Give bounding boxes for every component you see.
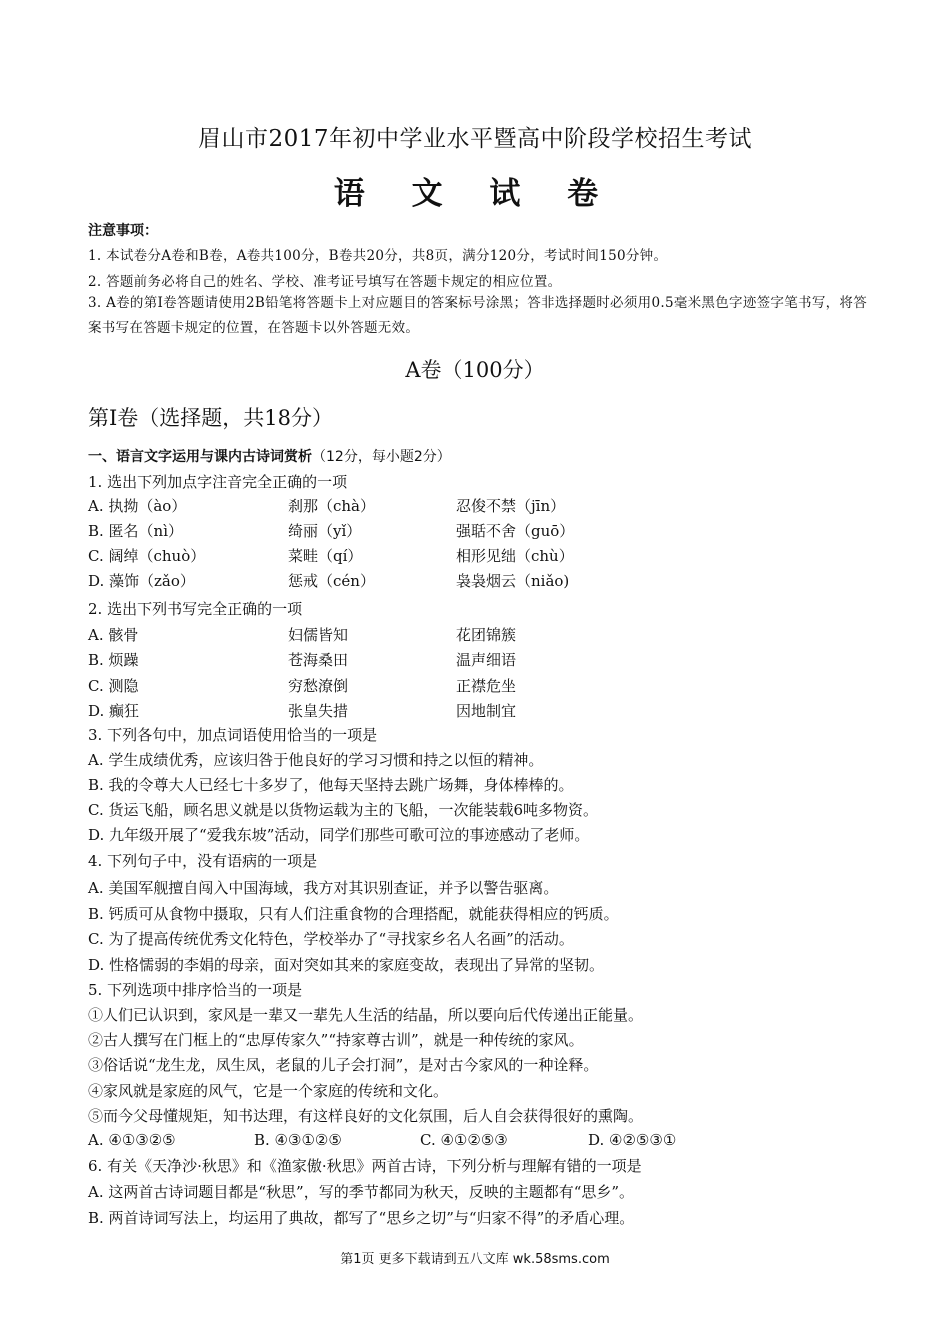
q4-stem: 4. 下列句子中，没有语病的一项是 xyxy=(88,852,318,870)
q1-d-3: 袅袅烟云（niǎo) xyxy=(456,572,570,590)
page-footer: 第1页 更多下载请到五八文库 wk.58sms.com xyxy=(340,1252,610,1267)
q5-sentence-5: ⑤而今父母懂规矩，知书达理，有这样良好的文化氛围，后人自会获得很好的熏陶。 xyxy=(88,1107,644,1125)
q1-c-1: C. 阔绰（chuò） xyxy=(88,547,206,565)
q5-option-d: D. ④②⑤③① xyxy=(588,1131,677,1149)
q2-row-a xyxy=(88,624,688,646)
q2-a-3: 花团锦簇 xyxy=(456,626,517,644)
q1-row-c xyxy=(88,545,688,567)
q2-row-b xyxy=(88,649,688,671)
q5-option-c: C. ④①②⑤③ xyxy=(420,1131,508,1149)
q3-option-d: D. 九年级开展了“爱我东坡”活动，同学们那些可歌可泣的事迹感动了老师。 xyxy=(88,826,590,844)
note-item-1: 1. 本试卷分A卷和B卷，A卷共100分，B卷共20分，共8页，满分120分，考试时间150分钟。 xyxy=(88,248,668,264)
q6-option-b: B. 两首诗词写法上，均运用了典故，都写了“思乡之切”与“归家不得”的矛盾心理。 xyxy=(88,1209,635,1227)
exam-subject-title: 语 文 试 卷 xyxy=(333,176,617,212)
note-item-3: 3. A卷的第Ⅰ卷答题请使用2B铅笔将答题卡上对应题目的答案标号涂黑；答非选择题时必须用0.5毫米黑色字迹签字笔书写，将答案书写在答题卡规定的位置，在答题卡以外答题无效。 xyxy=(88,295,868,336)
q2-a-1: A. 骸骨 xyxy=(88,626,139,644)
q1-a-2: 刹那（chà） xyxy=(288,497,376,515)
section-a-title: A卷（100分） xyxy=(405,358,545,382)
section-1-heading xyxy=(88,446,451,466)
q1-b-1: B. 匿名（nì） xyxy=(88,522,184,540)
section-1-heading-bold: 一、语言文字运用与课内古诗词赏析 xyxy=(88,449,312,465)
q6-stem: 6. 有关《天净沙·秋思》和《渔家傲·秋思》两首古诗，下列分析与理解有错的一项是 xyxy=(88,1157,642,1175)
q1-a-1: A. 执拗（ào） xyxy=(88,497,187,515)
q4-option-c: C. 为了提高传统优秀文化特色，学校举办了“寻找家乡名人名画”的活动。 xyxy=(88,930,574,948)
q2-d-1: D. 癫狂 xyxy=(88,702,140,720)
note-item-2: 2. 答题前务必将自己的姓名、学校、准考证号填写在答题卡规定的相应位置。 xyxy=(88,274,562,290)
q5-sentence-2: ②古人撰写在门框上的“忠厚传家久”“持家尊古训”，就是一种传统的家风。 xyxy=(88,1031,584,1049)
part-1-title: 第I卷（选择题，共18分） xyxy=(88,406,334,430)
q2-row-d xyxy=(88,700,688,722)
q4-option-a: A. 美国军舰擅自闯入中国海域，我方对其识别查证，并予以警告驱离。 xyxy=(88,879,559,897)
q2-c-1: C. 测隐 xyxy=(88,677,139,695)
q1-b-3: 强聒不舍（guō） xyxy=(456,522,575,540)
q3-stem: 3. 下列各句中，加点词语使用恰当的一项是 xyxy=(88,726,378,744)
q3-option-c: C. 货运飞船，顾名思义就是以货物运载为主的飞船，一次能装载6吨多物资。 xyxy=(88,801,599,819)
q1-d-2: 惩戒（cén） xyxy=(288,572,375,590)
q5-option-b: B. ④③①②⑤ xyxy=(254,1131,342,1149)
q2-c-2: 穷愁潦倒 xyxy=(288,677,349,695)
q5-options xyxy=(88,1131,788,1153)
q2-b-1: B. 烦躁 xyxy=(88,651,139,669)
q2-stem: 2. 选出下列书写完全正确的一项 xyxy=(88,600,303,618)
q3-option-a: A. 学生成绩优秀，应该归咎于他良好的学习习惯和持之以恒的精神。 xyxy=(88,751,544,769)
q3-option-b: B. 我的令尊大人已经七十多岁了，他每天坚持去跳广场舞，身体棒棒的。 xyxy=(88,776,574,794)
q1-d-1: D. 藻饰（zǎo） xyxy=(88,572,195,590)
q1-b-2: 绮丽（yǐ） xyxy=(288,522,362,540)
q4-option-b: B. 钙质可从食物中摄取，只有人们注重食物的合理搭配，就能获得相应的钙质。 xyxy=(88,905,619,923)
q1-stem: 1. 选出下列加点字注音完全正确的一项 xyxy=(88,473,348,491)
q2-a-2: 妇儒皆知 xyxy=(288,626,349,644)
q5-sentence-4: ④家风就是家庭的风气，它是一个家庭的传统和文化。 xyxy=(88,1082,449,1100)
q5-sentence-1: ①人们已认识到，家风是一辈又一辈先人生活的结晶，所以要向后代传递出正能量。 xyxy=(88,1006,644,1024)
q1-row-a xyxy=(88,495,688,517)
notes-heading: 注意事项： xyxy=(88,223,158,239)
q1-a-3: 忍俊不禁（jīn） xyxy=(456,497,566,515)
q5-sentence-3: ③俗话说“龙生龙，凤生凤，老鼠的儿子会打洞”，是对古今家风的一种诠释。 xyxy=(88,1056,599,1074)
q4-option-d: D. 性格懦弱的李娟的母亲，面对突如其来的家庭变故，表现出了异常的坚韧。 xyxy=(88,956,605,974)
q1-c-3: 相形见绌（chù） xyxy=(456,547,574,565)
q1-c-2: 菜畦（qí） xyxy=(288,547,363,565)
q1-row-d xyxy=(88,570,688,592)
q2-b-2: 苍海桑田 xyxy=(288,651,349,669)
q5-option-a: A. ④①③②⑤ xyxy=(88,1131,176,1149)
q2-row-c xyxy=(88,675,688,697)
q1-row-b xyxy=(88,520,688,542)
q2-d-3: 因地制宜 xyxy=(456,702,517,720)
q5-stem: 5. 下列选项中排序恰当的一项是 xyxy=(88,981,303,999)
q2-b-3: 温声细语 xyxy=(456,651,517,669)
section-1-heading-rest: （12分，每小题2分） xyxy=(312,449,451,465)
q2-d-2: 张皇失措 xyxy=(288,702,349,720)
q6-option-a: A. 这两首古诗词题目都是“秋思”，写的季节都同为秋天，反映的主题都有“思乡”。 xyxy=(88,1183,635,1201)
q2-c-3: 正襟危坐 xyxy=(456,677,517,695)
exam-title: 眉山市2017年初中学业水平暨高中阶段学校招生考试 xyxy=(197,126,753,152)
